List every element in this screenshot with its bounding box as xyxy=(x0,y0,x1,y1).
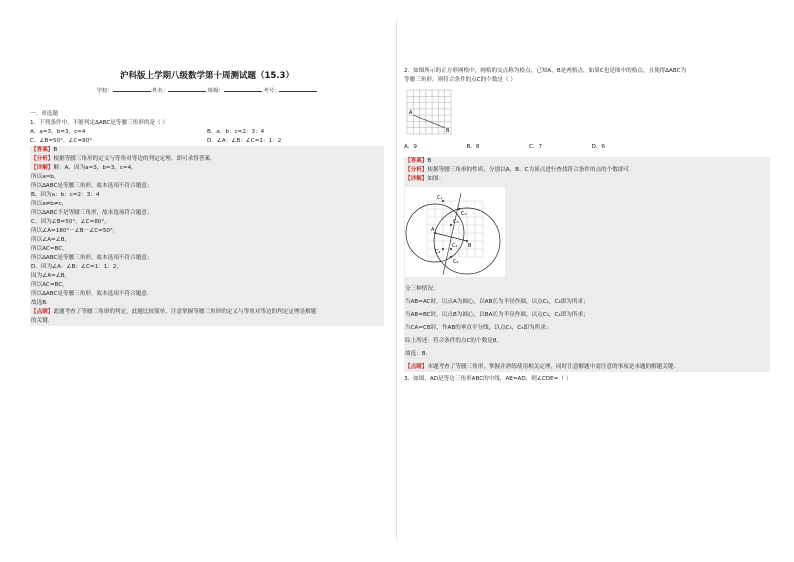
solution-line: 所以AC=BC， xyxy=(31,282,68,288)
solution-line: 所以∆ABC是等腰三角形，故本选项不符合题意； xyxy=(31,255,153,261)
comment-tag: 【点睛】 xyxy=(31,309,54,315)
label-c3: C₃ xyxy=(461,211,467,217)
question-2-grid-figure xyxy=(406,89,452,135)
comment-line-2: 的关键． xyxy=(31,318,54,324)
solution-line: 故选B． xyxy=(31,300,52,306)
answer-tag: 【答案】 xyxy=(31,147,54,153)
solution-line: 当AB=BC时，以点B为圆心，以BA长为半径作圆，以点C₃，C₄即为所求； xyxy=(405,312,589,318)
detail-text: 解：A、因为a=3，b=3，c=4， xyxy=(53,165,137,171)
name-blank xyxy=(168,85,206,92)
label-c6: C₆ xyxy=(452,243,458,249)
answer-value: B xyxy=(53,147,58,153)
student-info-line xyxy=(30,85,384,96)
section-heading: 一、单选题 xyxy=(30,111,58,117)
analysis-tag: 【分析】 xyxy=(31,156,54,162)
question-1-options-row2 xyxy=(30,137,384,146)
option-b: B．a：b：c=2：3：4 xyxy=(207,129,265,135)
detail-line xyxy=(31,164,384,173)
solution-block xyxy=(30,146,384,326)
label-a: A xyxy=(431,227,435,233)
option-a: A．a=3，b=3，c=4 xyxy=(30,129,86,135)
solution-block xyxy=(404,157,770,372)
solution-line: 当CA=CB时，作AB的垂直平分线，以点C₅，C₆即为所求； xyxy=(405,325,552,331)
analysis-text: 根据等腰三角形的性质，分别以A、B、C为顶点进行查找符合条件的点的个数即可． xyxy=(427,167,635,173)
answer-tag: 【答案】 xyxy=(405,158,428,164)
exam-no-blank xyxy=(279,85,317,92)
option-a: A．9 xyxy=(404,144,417,150)
question-2-options xyxy=(404,143,654,152)
label-b: B xyxy=(468,243,472,249)
option-b: B．8 xyxy=(466,144,480,150)
label-c2: C₂ xyxy=(453,259,459,265)
solution-line: 所以a=b， xyxy=(31,174,60,180)
comment-line xyxy=(405,363,770,372)
solution-line: D、因为∠A：∠B：∠C=1：1：2， xyxy=(31,264,123,270)
solution-line: 所以∠A=∠B， xyxy=(31,237,71,243)
label-c4: C₄ xyxy=(435,249,441,255)
option-d: D．∠A：∠B：∠C=1：1：2 xyxy=(207,138,282,144)
class-blank xyxy=(224,85,262,92)
exam-no-label: 考号： xyxy=(263,88,280,94)
school-blank xyxy=(113,85,151,92)
comment-text: 此题考查了等腰三角形的判定，此题比较简单，注意掌握等腰三角形的定义与等角对等边的判定定理是解题 xyxy=(53,309,317,315)
detail-tag: 【详解】 xyxy=(405,176,428,182)
solution-line: 故选：B． xyxy=(405,351,432,357)
answer-line xyxy=(405,157,770,166)
label-c1: C₁ xyxy=(437,195,443,201)
question-3: 3．如图，AD是等边三角形ABC的中线，AE=AD，则∠CDE=（ ） xyxy=(404,376,572,382)
answer-line xyxy=(31,146,384,155)
column-divider xyxy=(396,20,397,540)
question-1-options-row1 xyxy=(30,128,384,137)
solution-line: 所以a≠b≠c， xyxy=(31,201,68,207)
school-label: 学校： xyxy=(96,88,113,94)
analysis-line xyxy=(31,155,384,164)
left-column xyxy=(30,62,384,326)
right-column xyxy=(404,62,770,384)
analysis-tag: 【分析】 xyxy=(405,167,428,173)
solution-line: B、因为a：b：c=2：3：4 xyxy=(31,192,100,198)
solution-line: 所以∆ABC是等腰三角形，故本选项不符合题意； xyxy=(31,183,153,189)
comment-text: 本题考查了等腰三角形，掌握并熟练使用相关定理，同时注意解题中需注意的事项是本题的解题关键． xyxy=(427,364,680,370)
comment-line xyxy=(31,308,384,317)
name-label: 姓名： xyxy=(152,88,169,94)
label-a: A xyxy=(409,110,413,116)
detail-tag: 【详解】 xyxy=(31,165,54,171)
solution-line: 因为∠A=∠B， xyxy=(31,273,71,279)
option-c: C．∠B=50°，∠C=80° xyxy=(30,138,93,144)
solution-line: 所以∆ABC是等腰三角形，故本选项不符合题意． xyxy=(31,291,153,297)
solution-line: 当AB=AC时，以点A为圆心，以AB长为半径作圆，以点C₁，C₂即为所求； xyxy=(405,299,589,305)
page-title: 沪科版上学期八级数学第十周测试题（15.3） xyxy=(120,71,294,81)
option-c: C．7 xyxy=(529,144,543,150)
answer-value: B xyxy=(427,158,432,164)
solution-line: 所以∠A=180°－∠B－∠C=50°， xyxy=(31,228,119,234)
comment-tag: 【点睛】 xyxy=(405,364,428,370)
solution-line: 所以AC=BC， xyxy=(31,246,68,252)
question-2: 2．如图所示的正方形网格中，网格的交点称为格点，已知A，B是两格点，如果C也是图中的格点，且使得∆ABC为 xyxy=(404,68,687,74)
solution-line: C、因为∠B=50°，∠C=80°， xyxy=(31,219,110,225)
option-d: D．6 xyxy=(591,144,605,150)
detail-text: 如图： xyxy=(427,176,445,182)
solution-line: 分三种情况： xyxy=(405,286,439,292)
label-b: B xyxy=(446,128,450,134)
analysis-line xyxy=(405,166,770,175)
analysis-text: 根据等腰三角形的定义与等角对等边的判定定理，即可求得答案． xyxy=(53,156,216,162)
solution-line: 综上所述：符合条件的点C的个数是8， xyxy=(405,338,502,344)
solution-circle-figure xyxy=(405,187,505,277)
question-2-cont: 等腰三角形，则符合条件的点C的个数是（ ） xyxy=(404,77,516,83)
class-label: 班级： xyxy=(207,88,224,94)
label-c5: C₅ xyxy=(453,219,459,225)
detail-line xyxy=(405,175,770,184)
question-1: 1．下列条件中，不能判定∆ABC是等腰三角形的是（ ） xyxy=(30,120,169,126)
solution-line: 所以∆ABC不是等腰三角形，故本选项符合题意； xyxy=(31,210,153,216)
